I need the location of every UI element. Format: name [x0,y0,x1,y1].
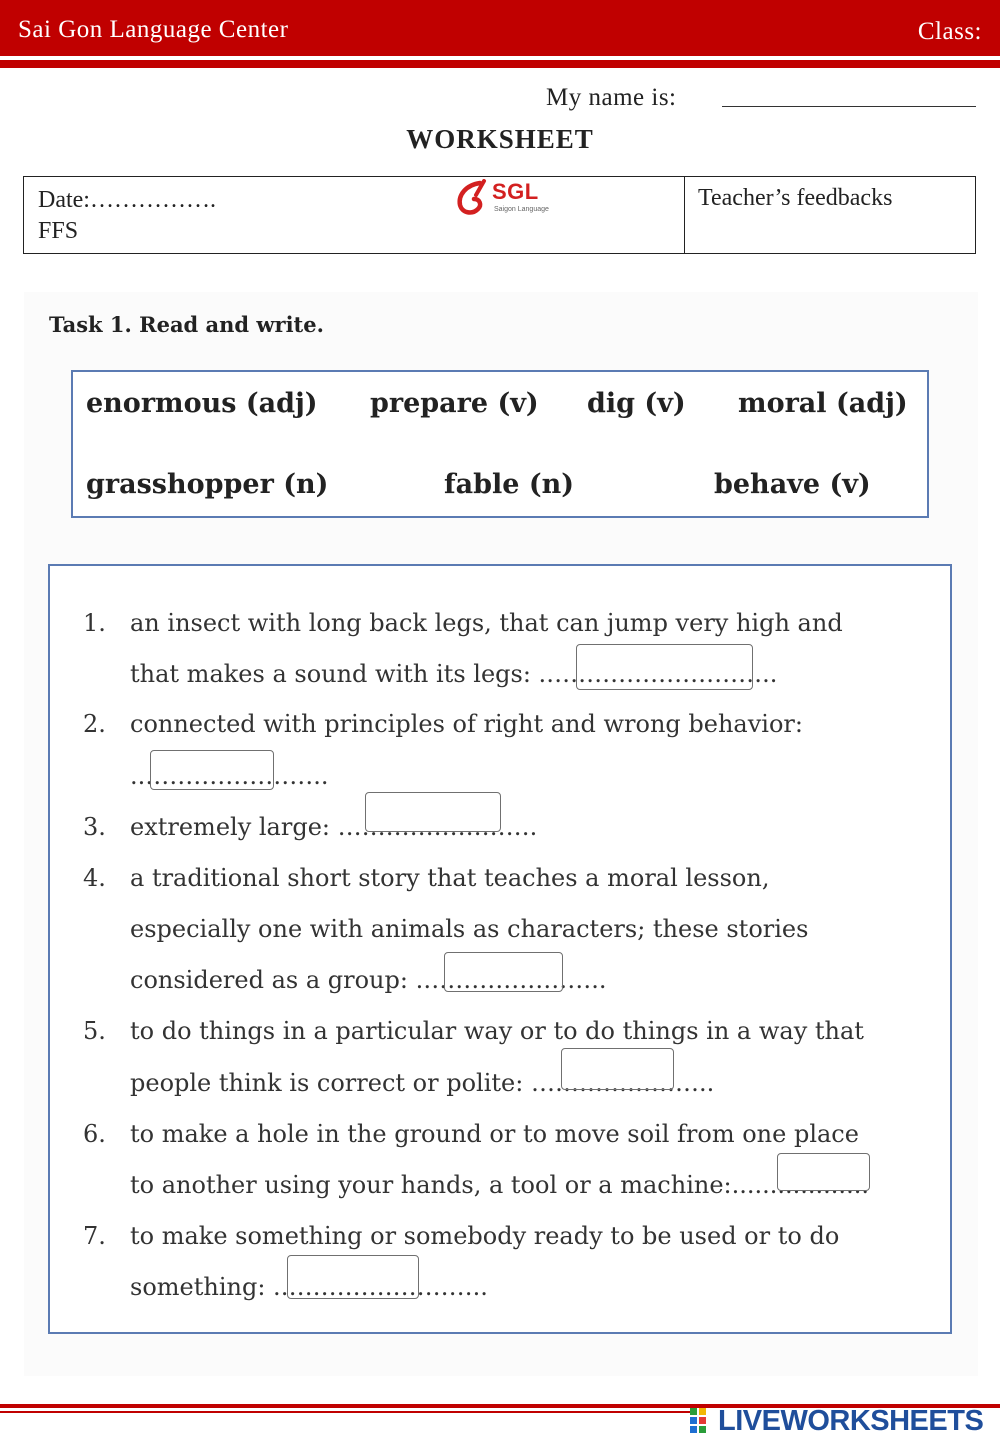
sgl-logo [454,179,564,223]
logo-subtext: Saigon Language [494,206,549,213]
item-text: a traditional short story that teaches a moral lesson, [130,864,770,892]
task-title: Task 1. Read and write. [49,312,324,337]
item-number: 7. [83,1222,106,1250]
word-bank-item: moral (adj) [738,388,908,419]
word-bank-item: behave (v) [714,469,871,500]
date-cell [38,185,216,247]
word-bank-item: prepare (v) [370,388,539,419]
class-label: Class: [917,18,982,45]
class-code: FFS [38,218,79,244]
item-text: that makes a sound with its legs: .……………………….. [130,660,778,688]
item-number: 3. [83,813,106,841]
footer-divider-thin [0,1411,690,1413]
item-text: considered as a group: .………………….. [130,966,607,994]
item-number: 1. [83,609,106,637]
name-input-line[interactable] [722,106,976,107]
word-bank-item: grasshopper (n) [86,469,329,500]
item-number: 6. [83,1120,106,1148]
brand-name: LIVEWORKSHEETS [718,1405,984,1437]
item-text: to make a hole in the ground or to move soil from one place [130,1120,859,1148]
logo-text: SGL [492,179,539,204]
answer-box-2[interactable] [150,750,274,790]
item-text: to make something or somebody ready to be used or to do [130,1222,840,1250]
item-number: 4. [83,864,106,892]
item-text: connected with principles of right and wrong behavior: [130,710,803,738]
header-divider [0,60,1000,68]
item-text: an insect with long back legs, that can jump very high and [130,609,843,637]
answer-box-6[interactable] [777,1153,870,1191]
item-text: something: .…………………….. [130,1273,488,1301]
word-bank-item: fable (n) [444,469,575,500]
item-number: 2. [83,710,106,738]
answer-box-7[interactable] [287,1255,419,1299]
liveworksheets-logo-icon [690,1408,716,1438]
word-bank [71,370,929,518]
school-name: Sai Gon Language Center [18,16,289,43]
item-text: especially one with animals as characters; these stories [130,915,809,943]
name-label: My name is: [546,84,677,111]
table-divider [684,177,685,253]
date-label: Date:……………. [38,187,216,213]
item-text: to another using your hands, a tool or a machine:.................. [130,1171,869,1199]
word-bank-item: enormous (adj) [86,388,318,419]
item-number: 5. [83,1017,106,1045]
answer-box-1[interactable] [576,644,753,690]
answer-box-3[interactable] [365,792,501,832]
item-text: ..………………….. [130,762,329,790]
header-bar [0,0,1000,56]
item-text: people think is correct or polite: ………………….. [130,1069,715,1097]
sgl-swirl-icon [454,179,490,219]
answer-box-4[interactable] [444,952,563,992]
word-bank-item: dig (v) [587,388,686,419]
item-text: extremely large: ……………………. [130,813,538,841]
page-title: WORKSHEET [406,124,594,154]
teacher-feedback-label: Teacher’s feedbacks [698,185,893,211]
item-text: to do things in a particular way or to do things in a way that [130,1017,864,1045]
info-table [23,176,976,254]
answer-box-5[interactable] [561,1048,674,1090]
